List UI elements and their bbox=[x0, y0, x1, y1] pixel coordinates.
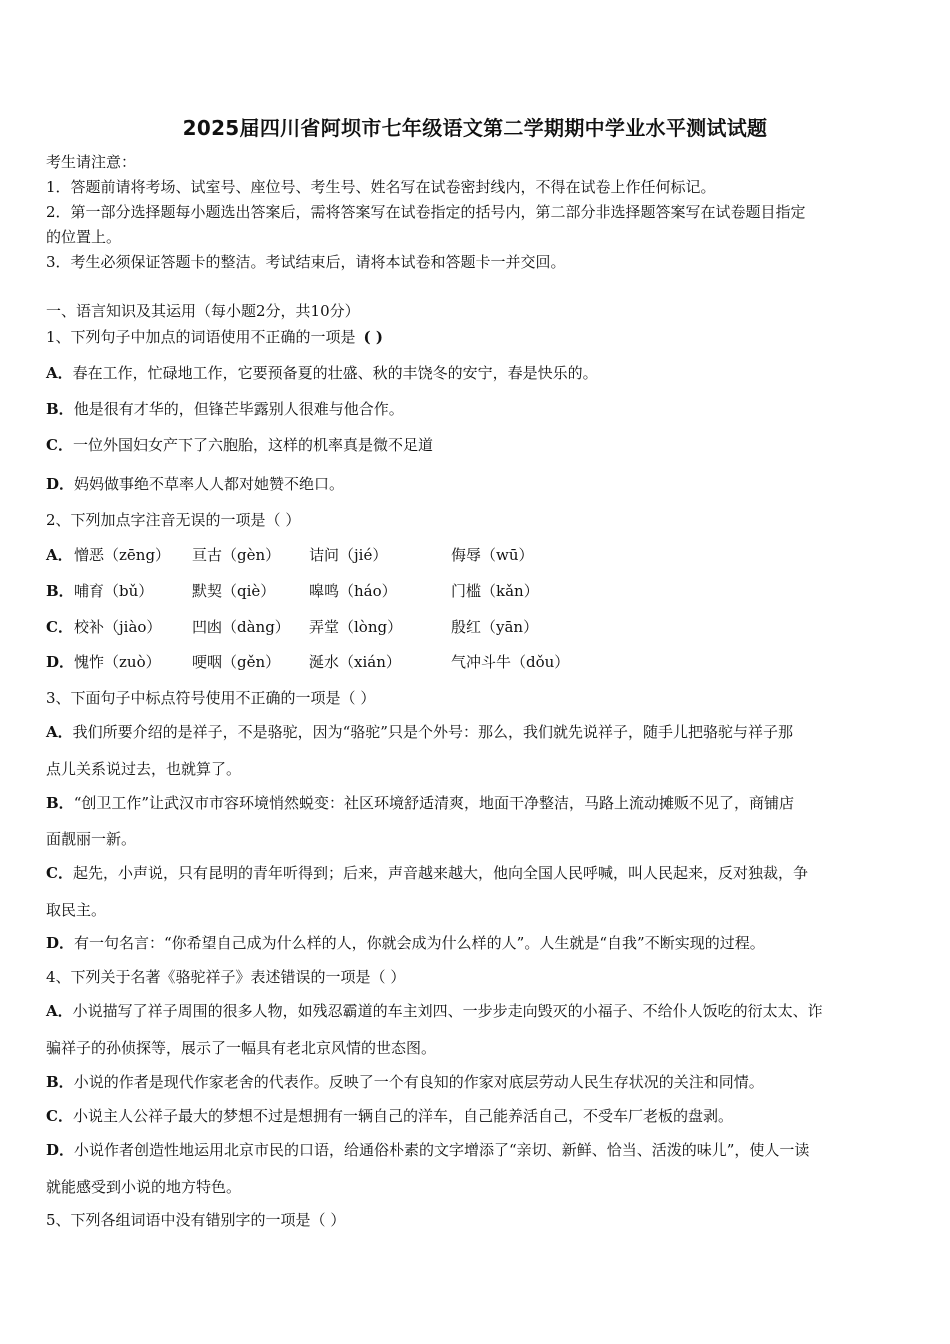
option-label: D． bbox=[46, 475, 75, 493]
option-text: “创卫工作”让武汉市市容环境悄然蜕变：社区环境舒适清爽，地面干净整洁，马路上流动摊贩不见了，商铺店 bbox=[73, 794, 795, 812]
option-text: 他是很有才华的，但锋芒毕露别人很难与他合作。 bbox=[73, 400, 404, 418]
option-b bbox=[46, 1072, 764, 1092]
section-heading: 一、语言知识及其运用（每小题2分，共10分） bbox=[46, 302, 360, 320]
option-label: D． bbox=[46, 1141, 75, 1159]
option-label: D． bbox=[46, 934, 75, 952]
option-continuation: 点儿关系说过去，也就算了。 bbox=[46, 760, 242, 778]
notice-item: 的位置上。 bbox=[46, 228, 122, 246]
option-d bbox=[46, 1140, 809, 1160]
word-item: 凹凼（dàng） bbox=[192, 618, 290, 636]
option-text: 小说主人公祥子最大的梦想不过是想拥有一辆自己的洋车，自己能养活自己，不受车厂老板的盘剥。 bbox=[72, 1107, 733, 1125]
option-d bbox=[46, 933, 765, 953]
word-item: 气冲斗牛（dǒu） bbox=[451, 653, 570, 671]
option-label: A． bbox=[46, 1002, 73, 1020]
option-continuation: 取民主。 bbox=[46, 901, 107, 919]
option-b bbox=[46, 399, 404, 419]
option-a bbox=[46, 722, 793, 742]
word-item: 哽咽（gěn） bbox=[192, 653, 281, 671]
option-continuation: 就能感受到小说的地方特色。 bbox=[46, 1178, 242, 1196]
option-a bbox=[46, 363, 598, 383]
answer-paren: ( ) bbox=[363, 328, 383, 346]
option-label: B． bbox=[46, 794, 74, 812]
word-item: 涎水（xián） bbox=[309, 653, 401, 671]
option-text: 我们所要介绍的是祥子，不是骆驼，因为“骆驼”只是个外号：那么，我们就先说祥子，随手儿把骆驼与祥子那 bbox=[72, 723, 793, 741]
option-label: C． bbox=[46, 618, 73, 636]
option-continuation: 面靓丽一新。 bbox=[46, 830, 137, 848]
option-b bbox=[46, 793, 794, 813]
option-label: C． bbox=[46, 864, 73, 882]
option-c bbox=[46, 1106, 733, 1126]
option-label: C． bbox=[46, 1107, 73, 1125]
question-stem-text: 1、下列句子中加点的词语使用不正确的一项是 bbox=[46, 328, 356, 346]
option-label: A． bbox=[46, 364, 73, 382]
notice-item: 1．答题前请将考场、试室号、座位号、考生号、姓名写在试卷密封线内，不得在试卷上作任何标记。 bbox=[46, 178, 716, 196]
option-label: B． bbox=[46, 582, 74, 600]
question-2-stem: 2、下列加点字注音无误的一项是（ ） bbox=[46, 511, 301, 529]
option-label: B． bbox=[46, 1073, 74, 1091]
option-label: C． bbox=[46, 436, 73, 454]
option-d bbox=[46, 474, 344, 494]
option-text: 春在工作，忙碌地工作，它要预备夏的壮盛、秋的丰饶冬的安宁，春是快乐的。 bbox=[72, 364, 598, 382]
notice-item: 3．考生必须保证答题卡的整洁。考试结束后，请将本试卷和答题卡一并交回。 bbox=[46, 253, 566, 271]
word-item: 殷红（yān） bbox=[451, 618, 539, 636]
option-label: A． bbox=[46, 546, 73, 564]
word-item: 侮辱（wū） bbox=[451, 546, 534, 564]
word-item: 愧怍（zuò） bbox=[74, 653, 161, 671]
option-label: B． bbox=[46, 400, 74, 418]
word-item: 憎恶（zēng） bbox=[74, 546, 171, 564]
option-label: A． bbox=[46, 723, 73, 741]
notice-item: 2．第一部分选择题每小题选出答案后，需将答案写在试卷指定的括号内，第二部分非选择题答案写在试卷题目指定 bbox=[46, 203, 806, 221]
option-a bbox=[46, 1001, 823, 1021]
word-item: 校补（jiào） bbox=[74, 618, 162, 636]
question-4-stem: 4、下列关于名著《骆驼祥子》表述错误的一项是（ ） bbox=[46, 968, 406, 986]
question-3-stem: 3、下面句子中标点符号使用不正确的一项是（ ） bbox=[46, 689, 376, 707]
option-text: 小说作者创造性地运用北京市民的口语，给通俗朴素的文字增添了“亲切、新鲜、恰当、活泼的味儿”，使人一读 bbox=[74, 1141, 810, 1159]
word-item: 默契（qiè） bbox=[192, 582, 276, 600]
option-text: 妈妈做事绝不草率人人都对她赞不绝口。 bbox=[74, 475, 345, 493]
option-text: 小说描写了祥子周围的很多人物，如残忍霸道的车主刘四、一步步走向毁灭的小福子、不给仆人饭吃的衍太太、诈 bbox=[72, 1002, 823, 1020]
option-text: 一位外国妇女产下了六胞胎，这样的机率真是微不足道 bbox=[72, 436, 433, 454]
option-continuation: 骗祥子的孙侦探等，展示了一幅具有老北京风情的世态图。 bbox=[46, 1039, 437, 1057]
word-item: 诘问（jié） bbox=[309, 546, 388, 564]
word-item: 弄堂（lòng） bbox=[309, 618, 403, 636]
option-text: 有一句名言：“你希望自己成为什么样的人，你就会成为什么样的人”。人生就是“自我”不断实现的过程。 bbox=[74, 934, 765, 952]
option-label: D． bbox=[46, 653, 75, 671]
word-item: 嗥鸣（háo） bbox=[309, 582, 397, 600]
word-item: 哺育（bǔ） bbox=[74, 582, 154, 600]
option-text: 起先，小声说，只有昆明的青年听得到；后来，声音越来越大，他向全国人民呼喊，叫人民起来，反对独裁，争 bbox=[72, 864, 808, 882]
word-item: 门槛（kǎn） bbox=[451, 582, 539, 600]
notice-heading: 考生请注意： bbox=[46, 153, 137, 171]
question-5-stem: 5、下列各组词语中没有错别字的一项是（ ） bbox=[46, 1211, 346, 1229]
question-1-stem bbox=[46, 327, 383, 347]
word-item: 亘古（gèn） bbox=[192, 546, 281, 564]
option-c bbox=[46, 435, 433, 455]
option-text: 小说的作者是现代作家老舍的代表作。反映了一个有良知的作家对底层劳动人民生存状况的关注和同情。 bbox=[73, 1073, 764, 1091]
page-title: 2025届四川省阿坝市七年级语文第二学期期中学业水平测试试题 bbox=[182, 116, 768, 140]
option-c bbox=[46, 863, 808, 883]
